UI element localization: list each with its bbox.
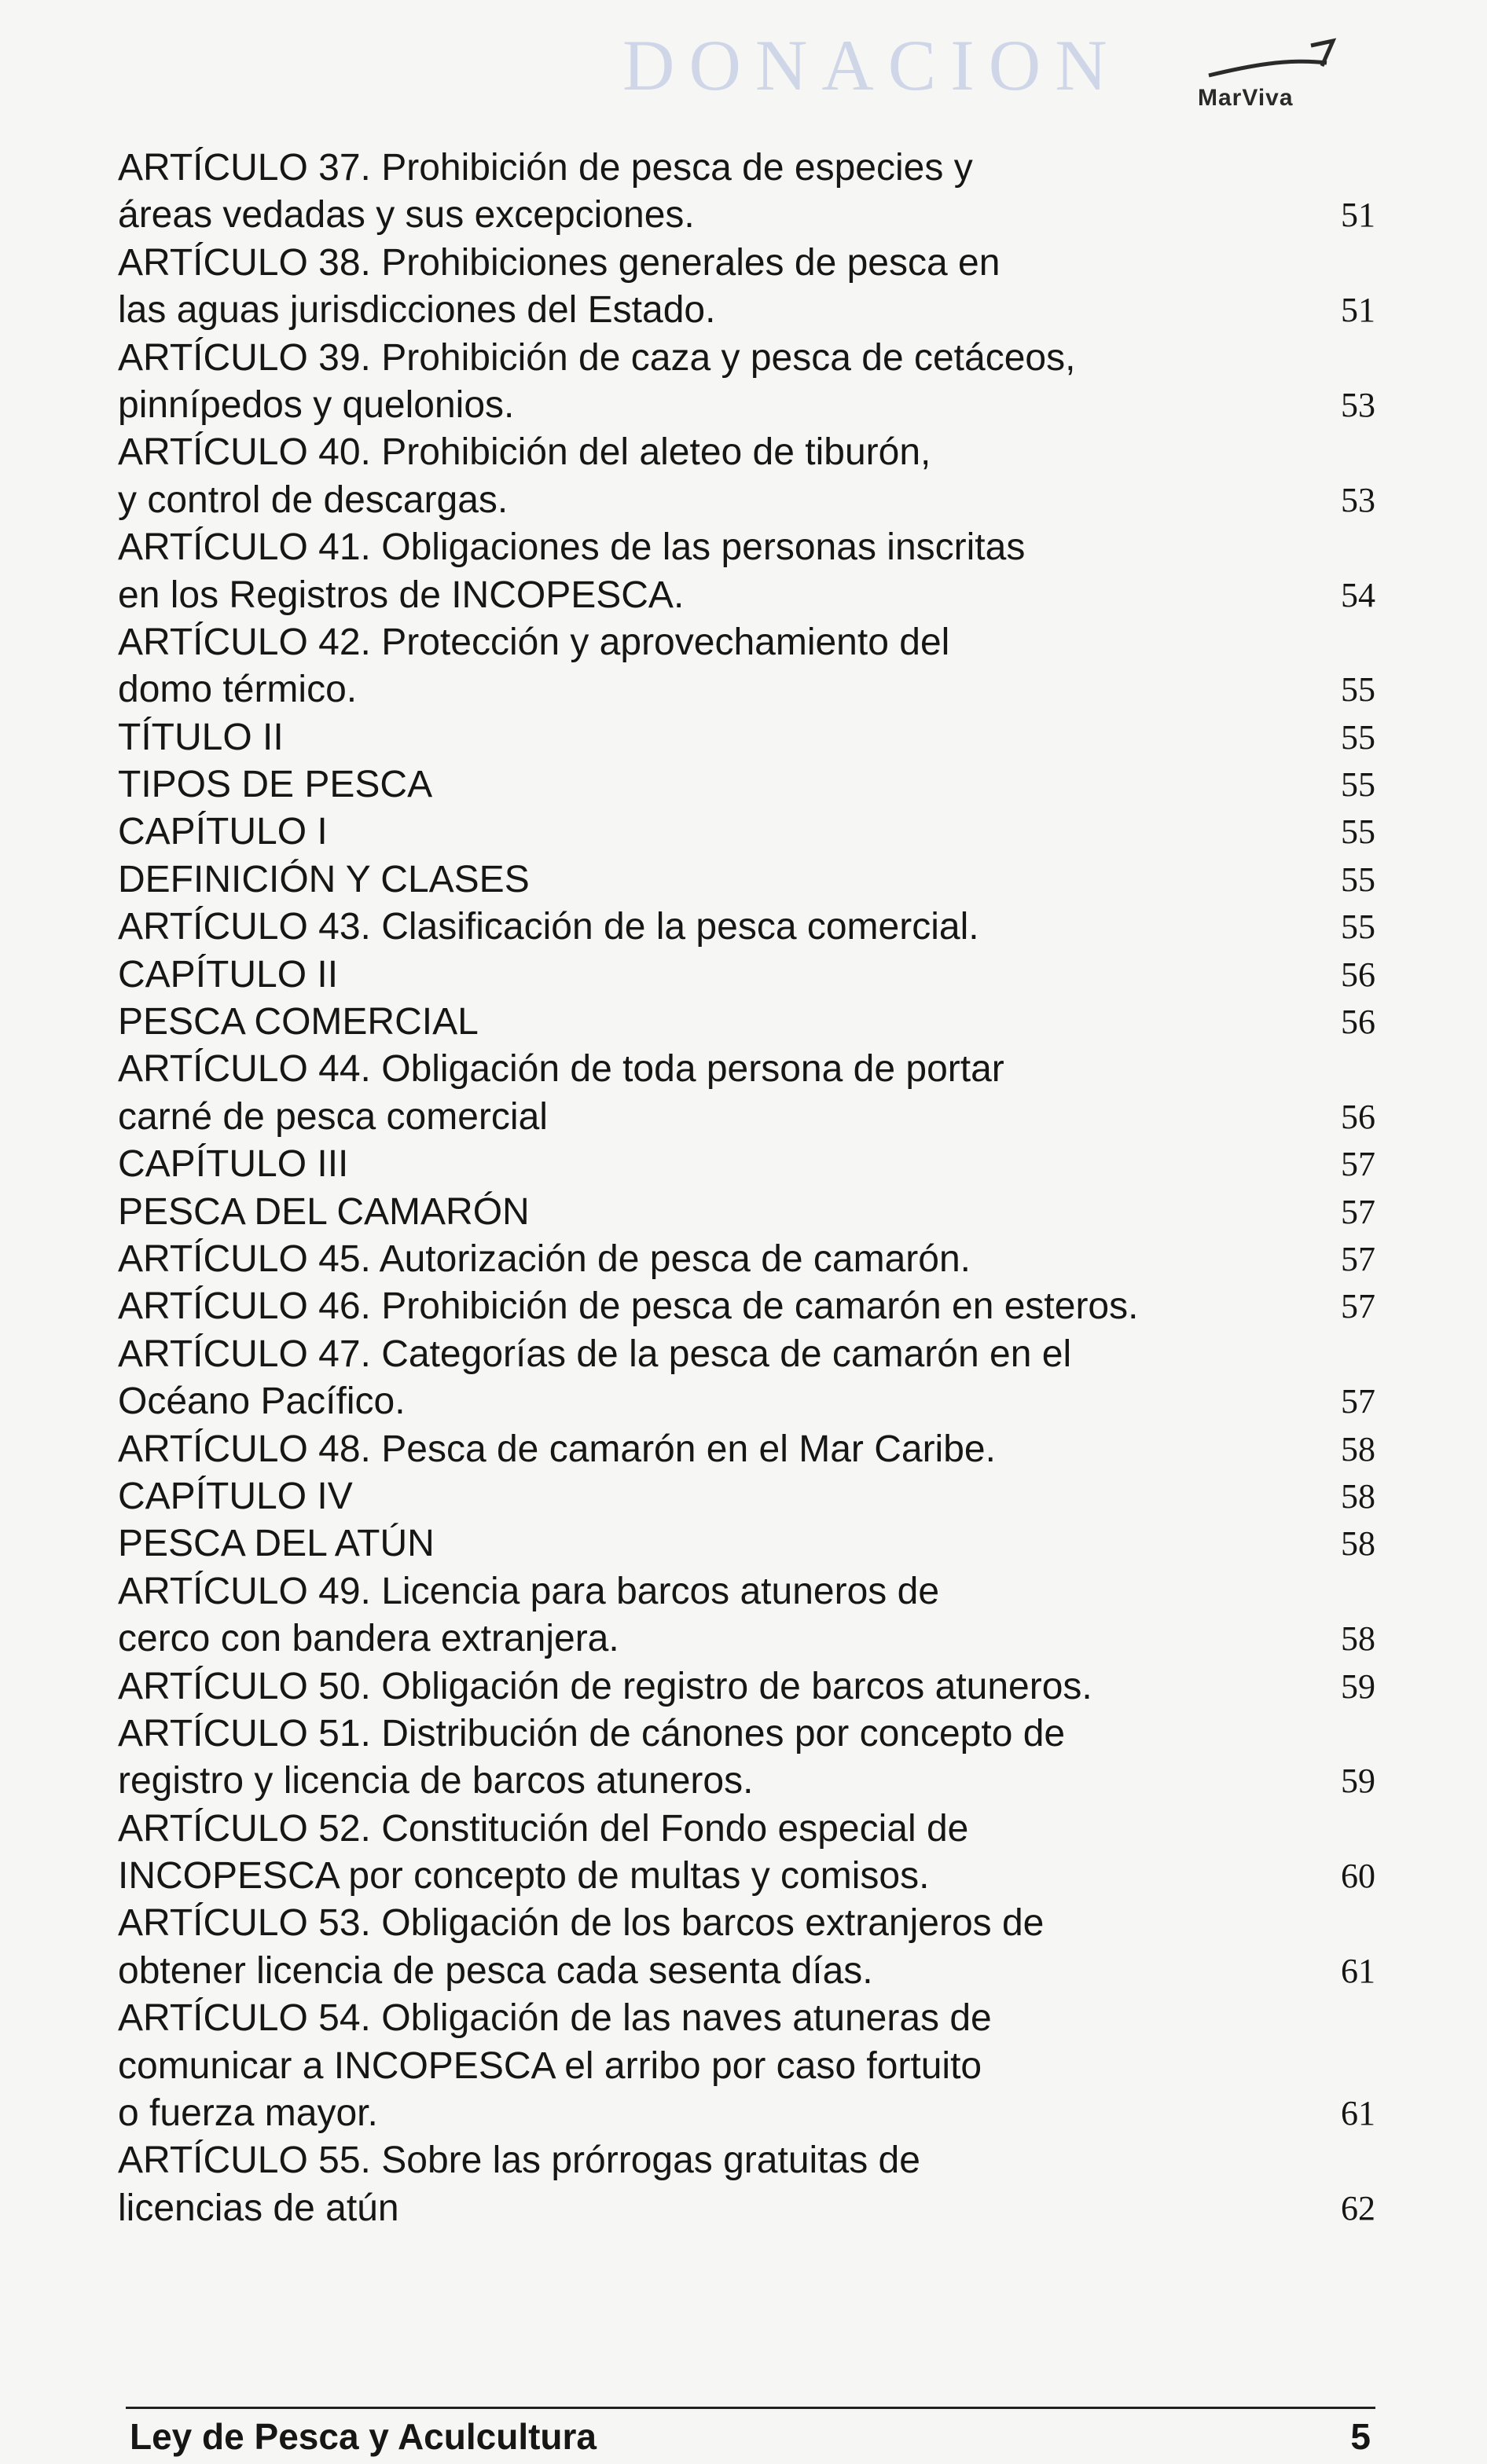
- toc-entry-text: ARTÍCULO 55. Sobre las prórrogas gratuitas de: [118, 2140, 920, 2182]
- toc-entry: [118, 240, 1375, 335]
- toc-entry-text: ARTÍCULO 38. Prohibiciones generales de pesca en: [118, 241, 1001, 284]
- toc-entry-text: comunicar a INCOPESCA el arribo por caso fortuito: [118, 2044, 982, 2087]
- toc-entry: [118, 1236, 1375, 1283]
- toc-page-number: 53: [1341, 480, 1375, 519]
- toc-page-number: 61: [1341, 1951, 1375, 1990]
- toc-entry: [118, 524, 1375, 619]
- toc-entry-text: o fuerza mayor.: [118, 2092, 378, 2135]
- marviva-logo: [1193, 35, 1358, 121]
- toc-entry-text: CAPÍTULO IV: [118, 1475, 353, 1517]
- toc-entry: [118, 1568, 1375, 1663]
- toc-entry-text: Océano Pacífico.: [118, 1380, 406, 1423]
- toc-entry-text: DEFINICIÓN Y CLASES: [118, 858, 530, 900]
- toc-entry-text: PESCA COMERCIAL: [118, 1001, 479, 1043]
- toc-entry: [118, 1189, 1375, 1236]
- toc-entry-text: PESCA DEL ATÚN: [118, 1523, 435, 1565]
- donation-stamp: DONACION: [622, 25, 1122, 105]
- toc-page-number: 60: [1341, 1857, 1375, 1896]
- toc-entry-text: ARTÍCULO 54. Obligación de las naves atuneras de: [118, 1997, 992, 2040]
- toc-entry-text: PESCA DEL CAMARÓN: [118, 1190, 530, 1233]
- toc-entry-text: TÍTULO II: [118, 716, 284, 758]
- toc-page-number: 53: [1341, 385, 1375, 424]
- toc-entry-text: ARTÍCULO 45. Autorización de pesca de camarón.: [118, 1238, 971, 1280]
- toc-entry: [118, 1426, 1375, 1473]
- toc-entry-text: pinnípedos y quelonios.: [118, 383, 515, 426]
- toc-entry-text: ARTÍCULO 39. Prohibición de caza y pesca de cetáceos,: [118, 336, 1076, 379]
- toc-page-number: 58: [1341, 1524, 1375, 1564]
- toc-entry: [118, 1663, 1375, 1710]
- toc-entry-text: TIPOS DE PESCA: [118, 764, 433, 806]
- toc-page-number: 55: [1341, 765, 1375, 805]
- toc-entry: [118, 1710, 1375, 1806]
- toc-entry-text: carné de pesca comercial: [118, 1095, 548, 1138]
- footer-page-number: 5: [1350, 2416, 1371, 2457]
- toc-entry-text: ARTÍCULO 49. Licencia para barcos atuneros de: [118, 1570, 940, 1612]
- toc-entry-text: licencias de atún: [118, 2187, 399, 2229]
- toc-entry: [118, 1900, 1375, 1995]
- toc-entry: [118, 1473, 1375, 1520]
- toc-entry-text: ARTÍCULO 47. Categorías de la pesca de camarón en el: [118, 1333, 1072, 1375]
- toc-entry-text: ARTÍCULO 52. Constitución del Fondo especial de: [118, 1807, 969, 1850]
- wave-logo-icon: [1193, 35, 1358, 90]
- toc-entry: [118, 1520, 1375, 1568]
- toc-page-number: 55: [1341, 812, 1375, 852]
- toc-entry-text: ARTÍCULO 43. Clasificación de la pesca comercial.: [118, 906, 979, 948]
- toc-entry-text: CAPÍTULO I: [118, 811, 328, 853]
- toc-entry-text: ARTÍCULO 40. Prohibición del aleteo de tiburón,: [118, 431, 931, 474]
- toc-entry-text: y control de descargas.: [118, 478, 509, 521]
- toc-entry-text: domo térmico.: [118, 669, 358, 711]
- toc-page-number: 55: [1341, 908, 1375, 947]
- toc-page-number: 55: [1341, 860, 1375, 899]
- toc-entry: [118, 619, 1375, 714]
- toc-page-number: 55: [1341, 670, 1375, 710]
- toc-entry-text: ARTÍCULO 37. Prohibición de pesca de especies y: [118, 147, 973, 189]
- toc-entry: [118, 1806, 1375, 1901]
- toc-entry-text: registro y licencia de barcos atuneros.: [118, 1760, 754, 1802]
- toc-entry: [118, 761, 1375, 808]
- toc-entry: [118, 145, 1375, 240]
- toc-entry: [118, 1046, 1375, 1141]
- toc-page-number: 62: [1341, 2188, 1375, 2228]
- toc-page-number: 55: [1341, 717, 1375, 757]
- toc-page-number: 58: [1341, 1619, 1375, 1659]
- toc-page-number: 57: [1341, 1239, 1375, 1278]
- toc-entry-text: ARTÍCULO 48. Pesca de camarón en el Mar Caribe.: [118, 1428, 996, 1470]
- toc-entry-text: cerco con bandera extranjera.: [118, 1618, 619, 1660]
- logo-text: MarViva: [1198, 85, 1294, 111]
- toc-page-number: 57: [1341, 1287, 1375, 1326]
- toc-page-number: 61: [1341, 2094, 1375, 2133]
- toc-page-number: 56: [1341, 1097, 1375, 1136]
- toc-entry-text: ARTÍCULO 53. Obligación de los barcos extranjeros de: [118, 1902, 1045, 1945]
- toc-entry: [118, 429, 1375, 524]
- toc-entry-text: ARTÍCULO 50. Obligación de registro de barcos atuneros.: [118, 1665, 1092, 1707]
- toc-entry-text: en los Registros de INCOPESCA.: [118, 574, 685, 616]
- toc-entry: [118, 2137, 1375, 2232]
- toc-page-number: 57: [1341, 1192, 1375, 1231]
- toc-entry-text: CAPÍTULO II: [118, 953, 339, 996]
- toc-page-number: 56: [1341, 955, 1375, 994]
- footer-divider: [126, 2407, 1375, 2409]
- toc-entry-text: ARTÍCULO 46. Prohibición de pesca de camarón en esteros.: [118, 1285, 1139, 1328]
- toc-page-number: 51: [1341, 291, 1375, 330]
- toc-entry: [118, 856, 1375, 904]
- footer-title: Ley de Pesca y Aculcultura: [130, 2416, 597, 2457]
- toc-entry-text: las aguas jurisdicciones del Estado.: [118, 289, 716, 332]
- toc-entry: [118, 1141, 1375, 1188]
- toc-page-number: 56: [1341, 1003, 1375, 1042]
- toc-page-number: 59: [1341, 1762, 1375, 1801]
- toc-entry: [118, 335, 1375, 430]
- toc-entry: [118, 952, 1375, 999]
- toc-entry: [118, 808, 1375, 856]
- toc-page-number: 59: [1341, 1666, 1375, 1706]
- toc-entry-text: ARTÍCULO 42. Protección y aprovechamiento del: [118, 621, 950, 663]
- toc-page-number: 57: [1341, 1382, 1375, 1421]
- toc-entry-text: ARTÍCULO 51. Distribución de cánones por concepto de: [118, 1712, 1066, 1754]
- toc-page-number: 51: [1341, 196, 1375, 235]
- toc-entry: [118, 904, 1375, 951]
- toc-entry-text: áreas vedadas y sus excepciones.: [118, 194, 695, 236]
- toc-page-number: 57: [1341, 1145, 1375, 1184]
- toc-entry: [118, 999, 1375, 1046]
- toc-entry-text: INCOPESCA por concepto de multas y comisos.: [118, 1855, 930, 1898]
- toc-entry: [118, 1995, 1375, 2137]
- toc-entry: [118, 1331, 1375, 1426]
- toc-entry-text: obtener licencia de pesca cada sesenta días.: [118, 1949, 873, 1992]
- toc-entry: [118, 714, 1375, 761]
- toc-page-number: 58: [1341, 1429, 1375, 1468]
- toc-page-number: 58: [1341, 1476, 1375, 1516]
- toc-page-number: 54: [1341, 575, 1375, 614]
- toc-entry: [118, 1283, 1375, 1330]
- table-of-contents: [118, 145, 1375, 2232]
- toc-entry-text: CAPÍTULO III: [118, 1143, 349, 1186]
- toc-entry-text: ARTÍCULO 44. Obligación de toda persona de portar: [118, 1048, 1004, 1091]
- toc-entry-text: ARTÍCULO 41. Obligaciones de las personas inscritas: [118, 526, 1026, 569]
